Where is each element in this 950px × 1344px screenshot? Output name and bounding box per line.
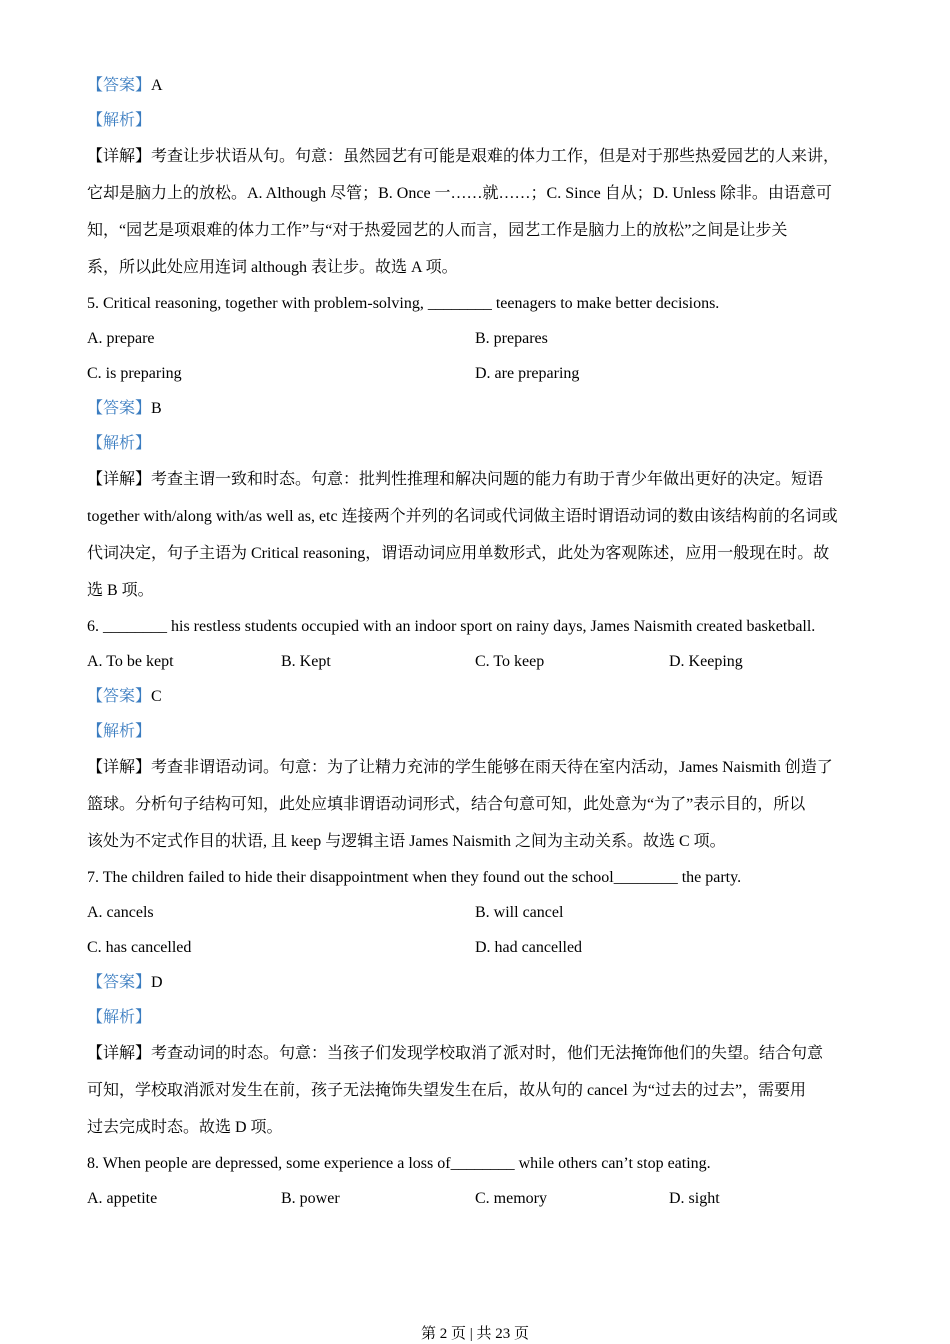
- options-row: [87, 321, 877, 356]
- question-text: 5. Critical reasoning, together with problem-solving, ________ teenagers to make better decisions.: [87, 295, 720, 312]
- detail-line: 代词决定，句子主语为 Critical reasoning，谓语动词应用单数形式，此处为客观陈述，应用一般现在时。故: [87, 545, 830, 562]
- option: D. sight: [669, 1190, 720, 1207]
- document-body: [87, 68, 877, 1216]
- option: B. prepares: [475, 330, 548, 347]
- answer-line: [87, 391, 877, 426]
- answer-label: 【答案】: [87, 688, 152, 705]
- option: B. will cancel: [475, 904, 564, 921]
- options-row: [87, 895, 877, 930]
- detail-explanation: [87, 749, 877, 860]
- page-footer: 第 2 页 | 共 23 页: [420, 1326, 529, 1342]
- option: A. prepare: [87, 330, 155, 347]
- answer-label: 【答案】: [87, 77, 152, 94]
- option: D. had cancelled: [475, 939, 583, 956]
- question-text: 6. ________ his restless students occupied with an indoor sport on rainy days, James Naismith created basketball.: [87, 618, 816, 635]
- answer-line: [87, 965, 877, 1000]
- analysis-label: 【解析】: [87, 112, 152, 129]
- detail-explanation: [87, 461, 877, 609]
- answer-value: B: [151, 400, 162, 417]
- option: B. power: [281, 1190, 340, 1207]
- detail-line: 它却是脑力上的放松。A. Although 尽管；B. Once 一……就……；C. Since 自从；D. Unless 除非。由语意可: [87, 185, 832, 202]
- options-row: [87, 644, 877, 679]
- answer-label: 【答案】: [87, 974, 152, 991]
- answer-label: 【答案】: [87, 400, 152, 417]
- detail-line: together with/along with/as well as, etc 连接两个并列的名词或代词做主语时谓语动词的数由该结构前的名词或: [87, 508, 838, 525]
- option: B. Kept: [281, 653, 331, 670]
- option: C. memory: [475, 1190, 547, 1207]
- option: A. appetite: [87, 1190, 158, 1207]
- detail-line: 篮球。分析句子结构可知，此处应填非谓语动词形式，结合句意可知，此处意为“为了”表示目的，所以: [87, 796, 806, 813]
- analysis-label: 【解析】: [87, 723, 152, 740]
- option: C. has cancelled: [87, 939, 192, 956]
- detail-line: 选 B 项。: [87, 582, 154, 599]
- answer-line: [87, 679, 877, 714]
- options-row: [87, 356, 877, 391]
- option: D. Keeping: [669, 653, 743, 670]
- detail-line: 【详解】考查让步状语从句。句意：虽然园艺有可能是艰难的体力工作，但是对于那些热爱园艺的人来讲，: [87, 148, 840, 165]
- question-text: 8. When people are depressed, some experience a loss of________ while others can’t stop eating.: [87, 1155, 711, 1172]
- answer-value: A: [151, 77, 163, 94]
- analysis-label: 【解析】: [87, 1009, 152, 1026]
- detail-line: 该处为不定式作目的状语, 且 keep 与逻辑主语 James Naismith 之间为主动关系。故选 C 项。: [87, 833, 726, 850]
- detail-explanation: [87, 138, 877, 286]
- answer-value: D: [151, 974, 163, 991]
- option: C. is preparing: [87, 365, 182, 382]
- answer-value: C: [151, 688, 162, 705]
- answer-line: [87, 68, 877, 103]
- detail-line: 可知，学校取消派对发生在前，孩子无法掩饰失望发生在后，故从句的 cancel 为“过去的过去”，需要用: [87, 1082, 807, 1099]
- detail-line: 过去完成时态。故选 D 项。: [87, 1119, 283, 1136]
- options-row: [87, 1181, 877, 1216]
- detail-line: 【详解】考查主谓一致和时态。句意：批判性推理和解决问题的能力有助于青少年做出更好的决定。短语: [87, 471, 824, 488]
- option: C. To keep: [475, 653, 545, 670]
- detail-line: 【详解】考查动词的时态。句意：当孩子们发现学校取消了派对时，他们无法掩饰他们的失望。结合句意: [87, 1045, 824, 1062]
- option: A. cancels: [87, 904, 154, 921]
- option: A. To be kept: [87, 653, 174, 670]
- options-row: [87, 930, 877, 965]
- question-text: 7. The children failed to hide their disappointment when they found out the school________ the party.: [87, 869, 742, 886]
- detail-line: 系，所以此处应用连词 although 表让步。故选 A 项。: [87, 259, 458, 276]
- detail-explanation: [87, 1035, 877, 1146]
- detail-line: 知，“园艺是项艰难的体力工作”与“对于热爱园艺的人而言，园艺工作是脑力上的放松”之间是让步关: [87, 222, 788, 239]
- option: D. are preparing: [475, 365, 580, 382]
- analysis-label: 【解析】: [87, 435, 152, 452]
- detail-line: 【详解】考查非谓语动词。句意：为了让精力充沛的学生能够在雨天待在室内活动，James Naismith 创造了: [87, 759, 833, 776]
